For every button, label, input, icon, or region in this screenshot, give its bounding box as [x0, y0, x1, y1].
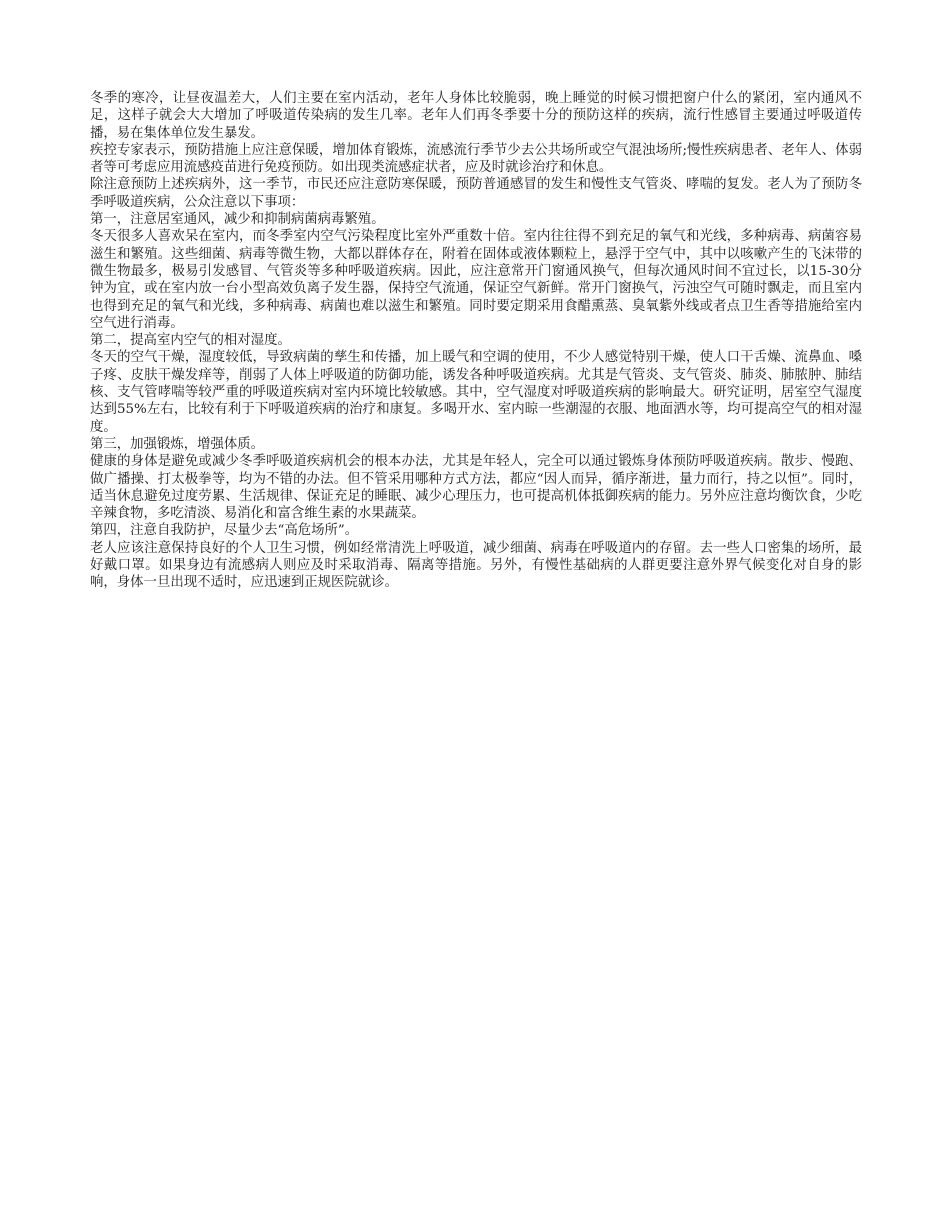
paragraph-point-4: 老人应该注意保持良好的个人卫生习惯，例如经常清洗上呼吸道，减少细菌、病毒在呼吸道内的存留。去一些人口密集的场所，最好戴口罩。如果身边有流感病人则应及时采取消毒、隔离等措施。另外，有慢性基础病的人群更要注意外界气候变化对自身的影响，身体一旦出现不适时，应迅速到正规医院就诊。	[90, 540, 862, 591]
heading-point-3: 第三，加强锻炼，增强体质。	[90, 436, 265, 452]
article-body	[90, 90, 862, 592]
heading-point-1: 第一，注意居室通风，减少和抑制病菌病毒繁殖。	[90, 212, 385, 228]
paragraph-point-2: 冬天的空气干燥，湿度较低，导致病菌的孳生和传播，加上暖气和空调的使用，不少人感觉特别干燥，使人口干舌燥、流鼻血、嗓子疼、皮肤干燥发痒等，削弱了人体上呼吸道的防御功能，诱发各种呼吸道疾病。尤其是气管炎、支气管炎、肺炎、肺脓肿、肺结核、支气管哮喘等较严重的呼吸道疾病对室内环境比较敏感。其中，空气湿度对呼吸道疾病的影响最大。研究证明，居室空气湿度达到55%左右，比较有利于下呼吸道疾病的治疗和康复。多喝开水、室内晾一些潮湿的衣服、地面洒水等，均可提高空气的相对湿度。	[90, 350, 862, 435]
heading-point-2: 第二，提高室内空气的相对湿度。	[90, 333, 291, 349]
paragraph-precautions: 除注意预防上述疾病外，这一季节，市民还应注意防寒保暖，预防普通感冒的发生和慢性支气管炎、哮喘的复发。老人为了预防冬季呼吸道疾病，公众注意以下事项：	[90, 177, 862, 210]
heading-point-4: 第四，注意自我防护，尽量少去“高危场所”。	[90, 523, 359, 539]
paragraph-expert-advice: 疾控专家表示，预防措施上应注意保暖，增加体育锻炼，流感流行季节少去公共场所或空气混浊场所;慢性疾病患者、老年人、体弱者等可考虑应用流感疫苗进行免疫预防。如出现类流感症状者，应及时就诊治疗和休息。	[90, 142, 862, 176]
paragraph-point-1: 冬天很多人喜欢呆在室内，而冬季室内空气污染程度比室外严重数十倍。室内往往得不到充足的氧气和光线，多种病毒、病菌容易滋生和繁殖。这些细菌、病毒等微生物，大都以群体存在，附着在固体或液体颗粒上，悬浮于空气中，其中以咳嗽产生的飞沫带的微生物最多，极易引发感冒、气管炎等多种呼吸道疾病。因此，应注意常开门窗通风换气，但每次通风时间不宜过长，以15-30分钟为宜，或在室内放一台小型高效负离子发生器，保持空气流通，保证空气新鲜。常开门窗换气，污浊空气可随时飘走，而且室内也得到充足的氧气和光线，多种病毒、病菌也难以滋生和繁殖。同时要定期采用食醋熏蒸、臭氧紫外线或者点卫生香等措施给室内空气进行消毒。	[90, 229, 862, 331]
paragraph-intro: 冬季的寒冷，让昼夜温差大，人们主要在室内活动，老年人身体比较脆弱，晚上睡觉的时候习惯把窗户什么的紧闭，室内通风不足，这样子就会大大增加了呼吸道传染病的发生几率。老年人们再冬季要十分的预防这样的疾病，流行性感冒主要通过呼吸道传播，易在集体单位发生暴发。	[90, 91, 862, 141]
paragraph-point-3: 健康的身体是避免或减少冬季呼吸道疾病机会的根本办法，尤其是年轻人，完全可以通过锻炼身体预防呼吸道疾病。散步、慢跑、做广播操、打太极拳等，均为不错的办法。但不管采用哪种方式方法，都应“因人而异，循序渐进，量力而行，持之以恒”。同时，适当休息避免过度劳累、生活规律、保证充足的睡眠、减少心理压力，也可提高机体抵御疾病的能力。另外应注意均衡饮食，少吃辛辣食物，多吃清淡、易消化和富含维生素的水果蔬菜。	[90, 454, 862, 522]
